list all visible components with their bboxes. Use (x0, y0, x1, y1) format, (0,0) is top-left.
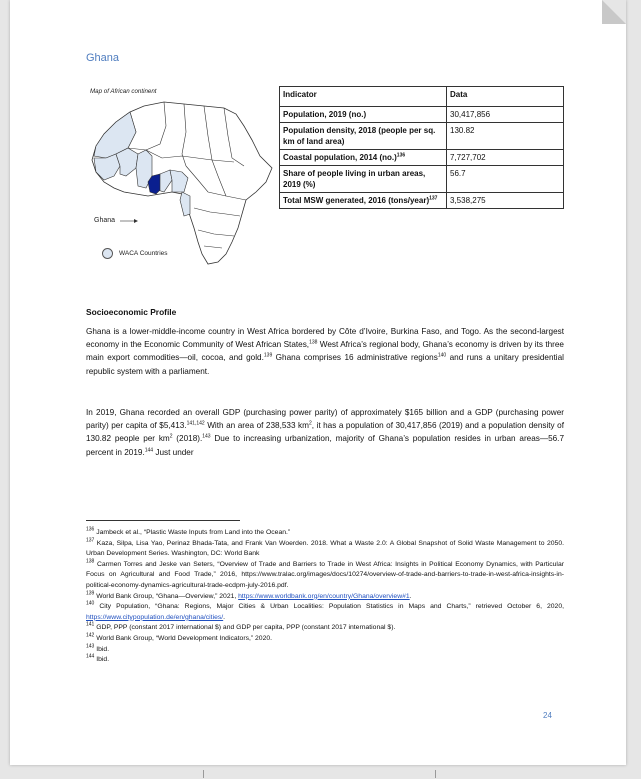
footnote: $^{143}$ Ibid. (86, 643, 110, 653)
worldbank-link[interactable]: https://www.worldbank.org/en/country/Ghana/overview#1 (238, 592, 410, 600)
footnotes (86, 528, 564, 666)
country-title: Ghana (86, 52, 120, 64)
table-row (280, 123, 564, 150)
table-header-row (280, 87, 564, 107)
waca-legend-label: WACA Countries (119, 250, 168, 257)
footnote: $^{137}$ Kaza, Silpa, Lisa Yao, Perinaz Bhada-Tata, and Frank Van Woerden. 2018. What a Waste 2.0: A Global Snapshot of Solid Waste Management to 2050. Urban Development Series. Washington, DC: World Bank (86, 537, 564, 558)
africa-map-graphic (86, 96, 276, 266)
footnote: $^{140}$ City Population, “Ghana: Regions, Major Cities & Urban Localities: Population Statistics in Maps and Charts,” retrieved October 6, 2020, https://www.citypopulation.de/en/ghana/cities/. (86, 600, 564, 621)
map-caption: Map of African continent (90, 88, 157, 95)
indicator-table (279, 86, 564, 209)
ghana-pointer-arrowhead (134, 219, 138, 223)
footnote: $^{141}$ GDP, PPP (constant 2017 international $) and GDP per capita, PPP (constant 2017 international $). (86, 622, 396, 632)
map-legend (102, 248, 168, 259)
footnote: $^{144}$ Ibid. (86, 653, 110, 664)
footnote: $^{138}$ Carmen Torres and Jeske van Seters, “Overview of Trade and Barriers to Trade in West Africa: Insights in Political Economy Dynamics, with Particular Focus on Agricultural and Food Trade,” 2016, https://www.tralac.org/images/docs/10274/overview-of-trade-and-barriers-to-trade-in-west-africa-insights-in-political-economy-dynamics-agricultural-trade-ecdpm-july-2016.pdf. (86, 558, 564, 589)
ghana-label: Ghana (94, 217, 116, 224)
indicator-name: Total MSW generated, 2016 (tons/year)$^{137}$ (280, 193, 447, 209)
table-header-cell: Indicator (280, 87, 447, 107)
table-row (280, 150, 564, 166)
viewer-scroll-tick (435, 770, 436, 778)
page-corner-fold (602, 0, 626, 24)
page-number: 24 (543, 711, 552, 720)
indicator-value: 3,538,275 (447, 193, 564, 209)
document-page (10, 0, 626, 765)
table-row (280, 166, 564, 193)
table-header-cell: Data (447, 87, 564, 107)
viewer-scroll-tick (203, 770, 204, 778)
indicator-name: Population, 2019 (no.) (280, 107, 447, 123)
indicator-name: Coastal population, 2014 $(no.)^{136}$ (280, 150, 447, 166)
indicator-value: 7,727,702 (447, 150, 564, 166)
paragraph-1: Ghana is a lower-middle-income country in West Africa bordered by Côte d’Ivoire, Burkina Faso, and Togo. As the second-largest economy in the Economic Community of West African States,$^{138}$ West Africa’s regional body, Ghana’s economy is driven by its three main export commodities—oil, cocoa, and gold.$^{139}$ Ghana comprises 16 administrative regions$^{140}$ and runs a unitary presidential republic system with a parliament. (86, 327, 564, 376)
table-row (280, 193, 564, 209)
indicator-value: 56.7 (447, 166, 564, 193)
indicator-name: Population density, 2018 (people per sq. km of land area) (280, 123, 447, 150)
footnote: $^{139}$ World Bank Group, “Ghana—Overview,” 2021, https://www.worldbank.org/en/country/Ghana/overview#1. (86, 590, 412, 600)
citypopulation-link[interactable]: https://www.citypopulation.de/en/ghana/cities/ (86, 613, 224, 621)
section-heading: Socioeconomic Profile (86, 307, 177, 317)
indicator-name: Share of people living in urban areas, 2019 (%) (280, 166, 447, 193)
waca-legend-swatch (102, 248, 113, 259)
paragraph-2: In 2019, Ghana recorded an overall GDP (purchasing power parity) of approximately $165 billion and a GDP (purchasing power parity) per capita of $5,413.$^{141,142}$ With an area of 238,533 $km^2$, it has a population of 30,417,856 (2019) and a population density of 130.82 people per $km^2$ (2018).$^{143}$ Due to increasing urbanization, majority of Ghana’s population resides in urban areas—56.7 percent in 2019.$^{144}$ Just under (86, 408, 565, 457)
indicator-value: 130.82 (447, 123, 564, 150)
table-row (280, 107, 564, 123)
footnote: $^{136}$ Jambeck et al., “Plastic Waste Inputs from Land into the Ocean.” (86, 526, 291, 536)
indicator-value: 30,417,856 (447, 107, 564, 123)
footnote-divider (86, 520, 240, 521)
footnote: $^{142}$ World Bank Group, “World Development Indicators,” 2020. (86, 632, 273, 642)
africa-map (86, 96, 276, 266)
